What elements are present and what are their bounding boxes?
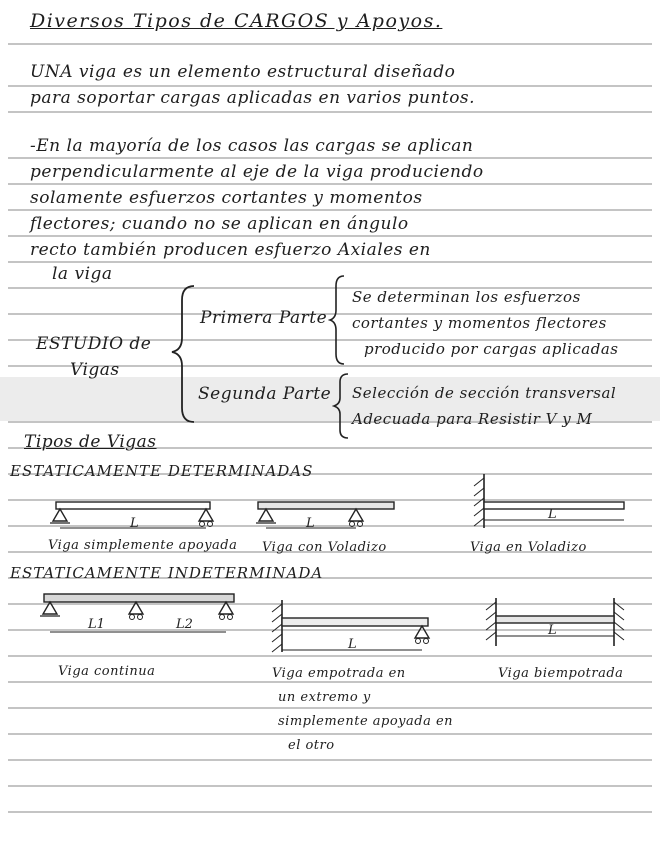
indeterminate-heading: ESTATICAMENTE INDETERMINADA [10,564,324,582]
span-label: L [130,516,139,531]
propped-cantilever-beam-diagram [262,596,442,656]
span-label: L [348,637,357,652]
overhang-beam-diagram [252,494,402,534]
caption-propped-line-3: simplemente apoyada en [278,714,454,729]
caption-propped-line-1: Viga empotrada en [272,666,406,681]
intro-line-1: UNA viga es un elemento estructural diseñado [30,62,456,82]
part1-line-3: producido por cargas aplicadas [364,340,619,358]
span-label: L [548,623,557,638]
paragraph-line-5: recto también producen esfuerzo Axiales en [30,240,431,260]
span-label: L [306,516,315,531]
paragraph-line-2: perpendicularmente al eje de la viga produciendo [30,162,484,182]
part1-line-2: cortantes y momentos flectores [352,314,607,332]
part1-brace [328,272,348,368]
paragraph-line-3: solamente esfuerzos cortantes y momentos [30,188,423,208]
part1-label: Primera Parte [200,308,328,328]
part1-line-1: Se determinan los esfuerzos [352,288,581,306]
simply-supported-beam-diagram [40,494,230,534]
caption-overhang: Viga con Voladizo [262,540,387,555]
caption-propped-line-4: el otro [288,738,335,753]
fixed-fixed-beam-diagram [478,596,638,650]
determinate-heading: ESTATICAMENTE DETERMINADAS [10,462,314,480]
continuous-beam-diagram [36,592,246,640]
study-label-2: Vigas [70,360,120,380]
caption-cantilever: Viga en Voladizo [470,540,587,555]
span-label-l1: L1 [88,617,105,632]
types-heading: Tipos de Vigas [24,432,157,452]
caption-propped-line-2: un extremo y [278,690,371,705]
study-brace [170,280,200,430]
caption-continuous: Viga continua [58,664,156,679]
caption-fixed-fixed: Viga biempotrada [498,666,624,681]
paragraph-line-4: flectores; cuando no se aplican en ángulo [30,214,409,234]
cantilever-beam-diagram [462,472,632,534]
part2-label: Segunda Parte [198,384,332,404]
part2-line-2: Adecuada para Resistir V y M [352,410,593,428]
page-title: Diversos Tipos de CARGOS y Apoyos. [30,10,443,32]
part2-brace [332,370,352,442]
span-label: L [548,507,557,522]
intro-line-2: para soportar cargas aplicadas en varios puntos. [30,88,476,108]
caption-simply-supported: Viga simplemente apoyada [48,538,238,553]
study-label-1: ESTUDIO de [36,334,152,354]
part2-line-1: Selección de sección transversal [352,384,617,402]
paragraph-line-6: la viga [52,264,113,284]
span-label-l2: L2 [176,617,193,632]
paragraph-line-1: -En la mayoría de los casos las cargas se aplican [30,136,474,156]
